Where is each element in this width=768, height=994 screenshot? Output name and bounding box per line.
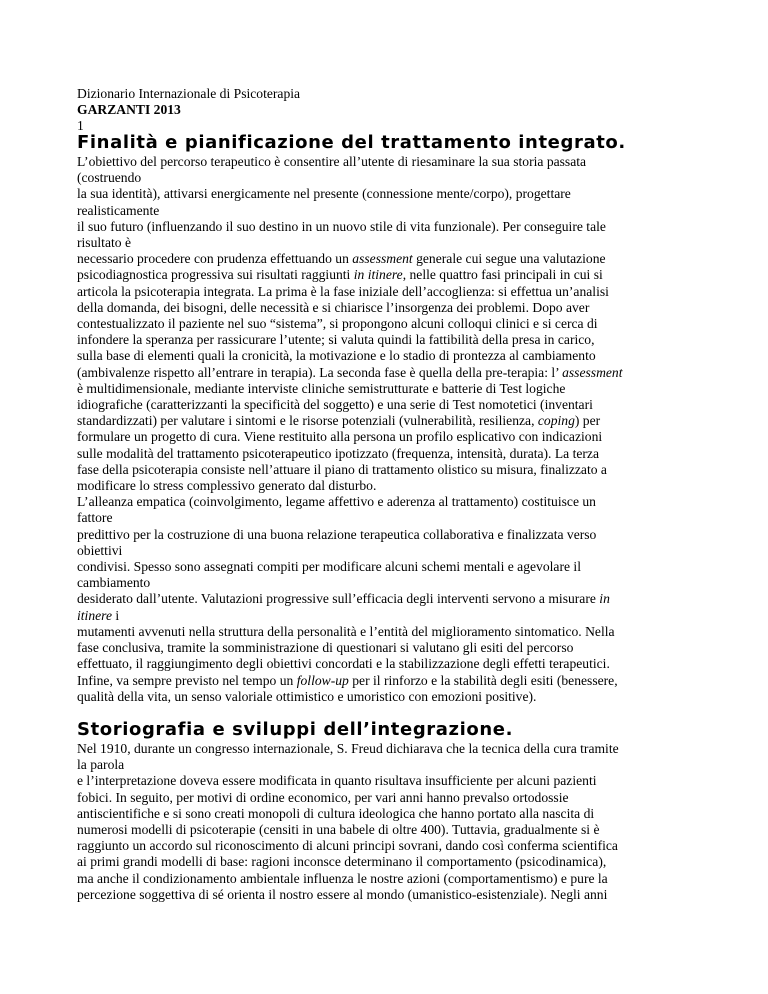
text-line: necessario procedere con prudenza effettuando un assessment generale cui segue una valutazione	[77, 251, 606, 267]
text-line: formulare un progetto di cura. Viene restituito alla persona un profilo esplicativo con indicazioni	[77, 429, 603, 445]
page-number: 1	[77, 118, 84, 133]
text-line: fattore	[77, 510, 113, 526]
text-line: è multidimensionale, mediante interviste cliniche semistrutturate e batterie di Test logiche	[77, 380, 566, 396]
text-line: percezione soggettiva di sé orienta il nostro essere al mondo (umanistico-esistenziale). Negli anni	[77, 886, 608, 902]
text-line: fobici. In seguito, per motivi di ordine economico, per vari anni hanno prevalso ortodossie	[77, 789, 569, 805]
text-line: raggiunto un accordo sul riconoscimento di alcuni principi sovrani, dando così conferma scientifica	[77, 838, 618, 854]
text-line: il suo futuro (influenzando il suo destino in un nuovo stile di vita funzionale). Per conseguire tale	[77, 218, 606, 234]
text-line: la parola	[77, 757, 125, 773]
document-page	[77, 86, 717, 903]
text-line: (ambivalenze rispetto all’entrare in terapia). La seconda fase è quella della pre-terapia: l’ assessment	[77, 364, 623, 380]
text-line: effettuato, il raggiungimento degli obiettivi concordati e la stabilizzazione degli effetti terapeutici.	[77, 656, 610, 672]
section-body-storiografia	[77, 741, 717, 903]
text-line: sulla base di elementi quali la cronicità, la motivazione e lo stadio di prontezza al cambiamento	[77, 348, 596, 364]
text-line: condivisi. Spesso sono assegnati compiti per modificare alcuni schemi mentali e agevolare il	[77, 559, 581, 575]
text-line: risultato è	[77, 235, 131, 251]
text-line: L’obiettivo del percorso terapeutico è consentire all’utente di riesaminare la sua storia passata	[77, 154, 587, 169]
text-line: sulle modalità del trattamento psicoterapeutico ipotizzato (frequenza, intensità, durata). La terza	[77, 445, 599, 461]
text-line: desiderato dall’utente. Valutazioni progressive sull’efficacia degli interventi servono a misurare in	[77, 591, 610, 607]
text-line: cambiamento	[77, 575, 151, 591]
text-line: contestualizzato il paziente nel suo “sistema”, si propongono alcuni colloqui clinici e si cerca di	[77, 316, 598, 332]
text-line: Infine, va sempre previsto nel tempo un follow-up per il rinforzo e la stabilità degli esiti (benessere,	[77, 672, 618, 688]
text-line: Nel 1910, durante un congresso internazionale, S. Freud dichiarava che la tecnica della cura tramite	[77, 740, 619, 756]
text-line: fase conclusiva, tramite la somministrazione di questionari si valutano gli esiti del percorso	[77, 640, 574, 656]
text-line: psicodiagnostica progressiva sui risultati raggiunti in itinere, nelle quattro fasi principali in cui si	[77, 267, 603, 283]
text-line: numerosi modelli di psicoterapie (censiti in una babele di oltre 400). Tuttavia, gradualmente si è	[77, 821, 600, 837]
text-line: modificare lo stress complessivo generato dal disturbo.	[77, 478, 377, 494]
text-line: della domanda, dei bisogni, delle necessità e si chiarisce l’insorgenza dei problemi. Dopo aver	[77, 299, 590, 315]
dictionary-title: Dizionario Internazionale di Psicoterapia	[77, 86, 301, 101]
text-line: predittivo per la costruzione di una buona relazione terapeutica collaborativa e finalizzata verso	[77, 526, 597, 542]
text-line: fase della psicoterapia consiste nell’attuare il piano di trattamento olistico su misura, finalizzato a	[77, 461, 607, 477]
text-line: ma anche il condizionamento ambientale influenza le nostre azioni (comportamentismo) e pure la	[77, 870, 608, 886]
text-line: (costruendo	[77, 170, 142, 186]
text-line: infondere la speranza per rassicurare l’utente; si valuta quindi la fattibilità della presa in carico,	[77, 332, 595, 348]
text-line: standardizzati) per valutare i sintomi e le risorse potenziali (vulnerabilità, resilienza, coping) per	[77, 413, 601, 429]
text-line: idiografiche (caratterizzanti la specificità del soggetto) e una serie di Test nomotetici (inventari	[77, 397, 593, 413]
text-line: articola la psicoterapia integrata. La prima è la fase iniziale dell’accoglienza: si effettua un’analisi	[77, 283, 609, 299]
text-line: e l’interpretazione doveva essere modificata in quanto risultava insufficiente per alcuni pazienti	[77, 773, 597, 789]
text-line: L’alleanza empatica (coinvolgimento, legame affettivo e aderenza al trattamento) costituisce un	[77, 494, 596, 510]
text-line: realisticamente	[77, 202, 160, 218]
section-heading-storiografia: Storiografia e sviluppi dell’integrazione.	[77, 718, 514, 740]
text-line: la sua identità), attivarsi energicamente nel presente (connessione mente/corpo), progettare	[77, 186, 571, 202]
section-body-finalita	[77, 154, 717, 705]
text-line: obiettivi	[77, 542, 123, 558]
text-line: qualità della vita, un senso valoriale ottimistico e umoristico con emozioni positive).	[77, 688, 537, 704]
text-line: ai primi grandi modelli di base: ragioni inconsce determinano il comportamento (psicodinamica),	[77, 854, 607, 870]
section-heading-finalita: Finalità e pianificazione del trattamento integrato.	[77, 132, 626, 153]
publisher-year: GARZANTI 2013	[77, 102, 181, 117]
text-line: itinere i	[77, 607, 120, 623]
text-line: antiscientifiche e si sono creati monopoli di cultura ideologica che hanno portato alla nascita di	[77, 805, 595, 821]
text-line: mutamenti avvenuti nella struttura della personalità e l’entità del miglioramento sintomatico. Nella	[77, 623, 615, 639]
